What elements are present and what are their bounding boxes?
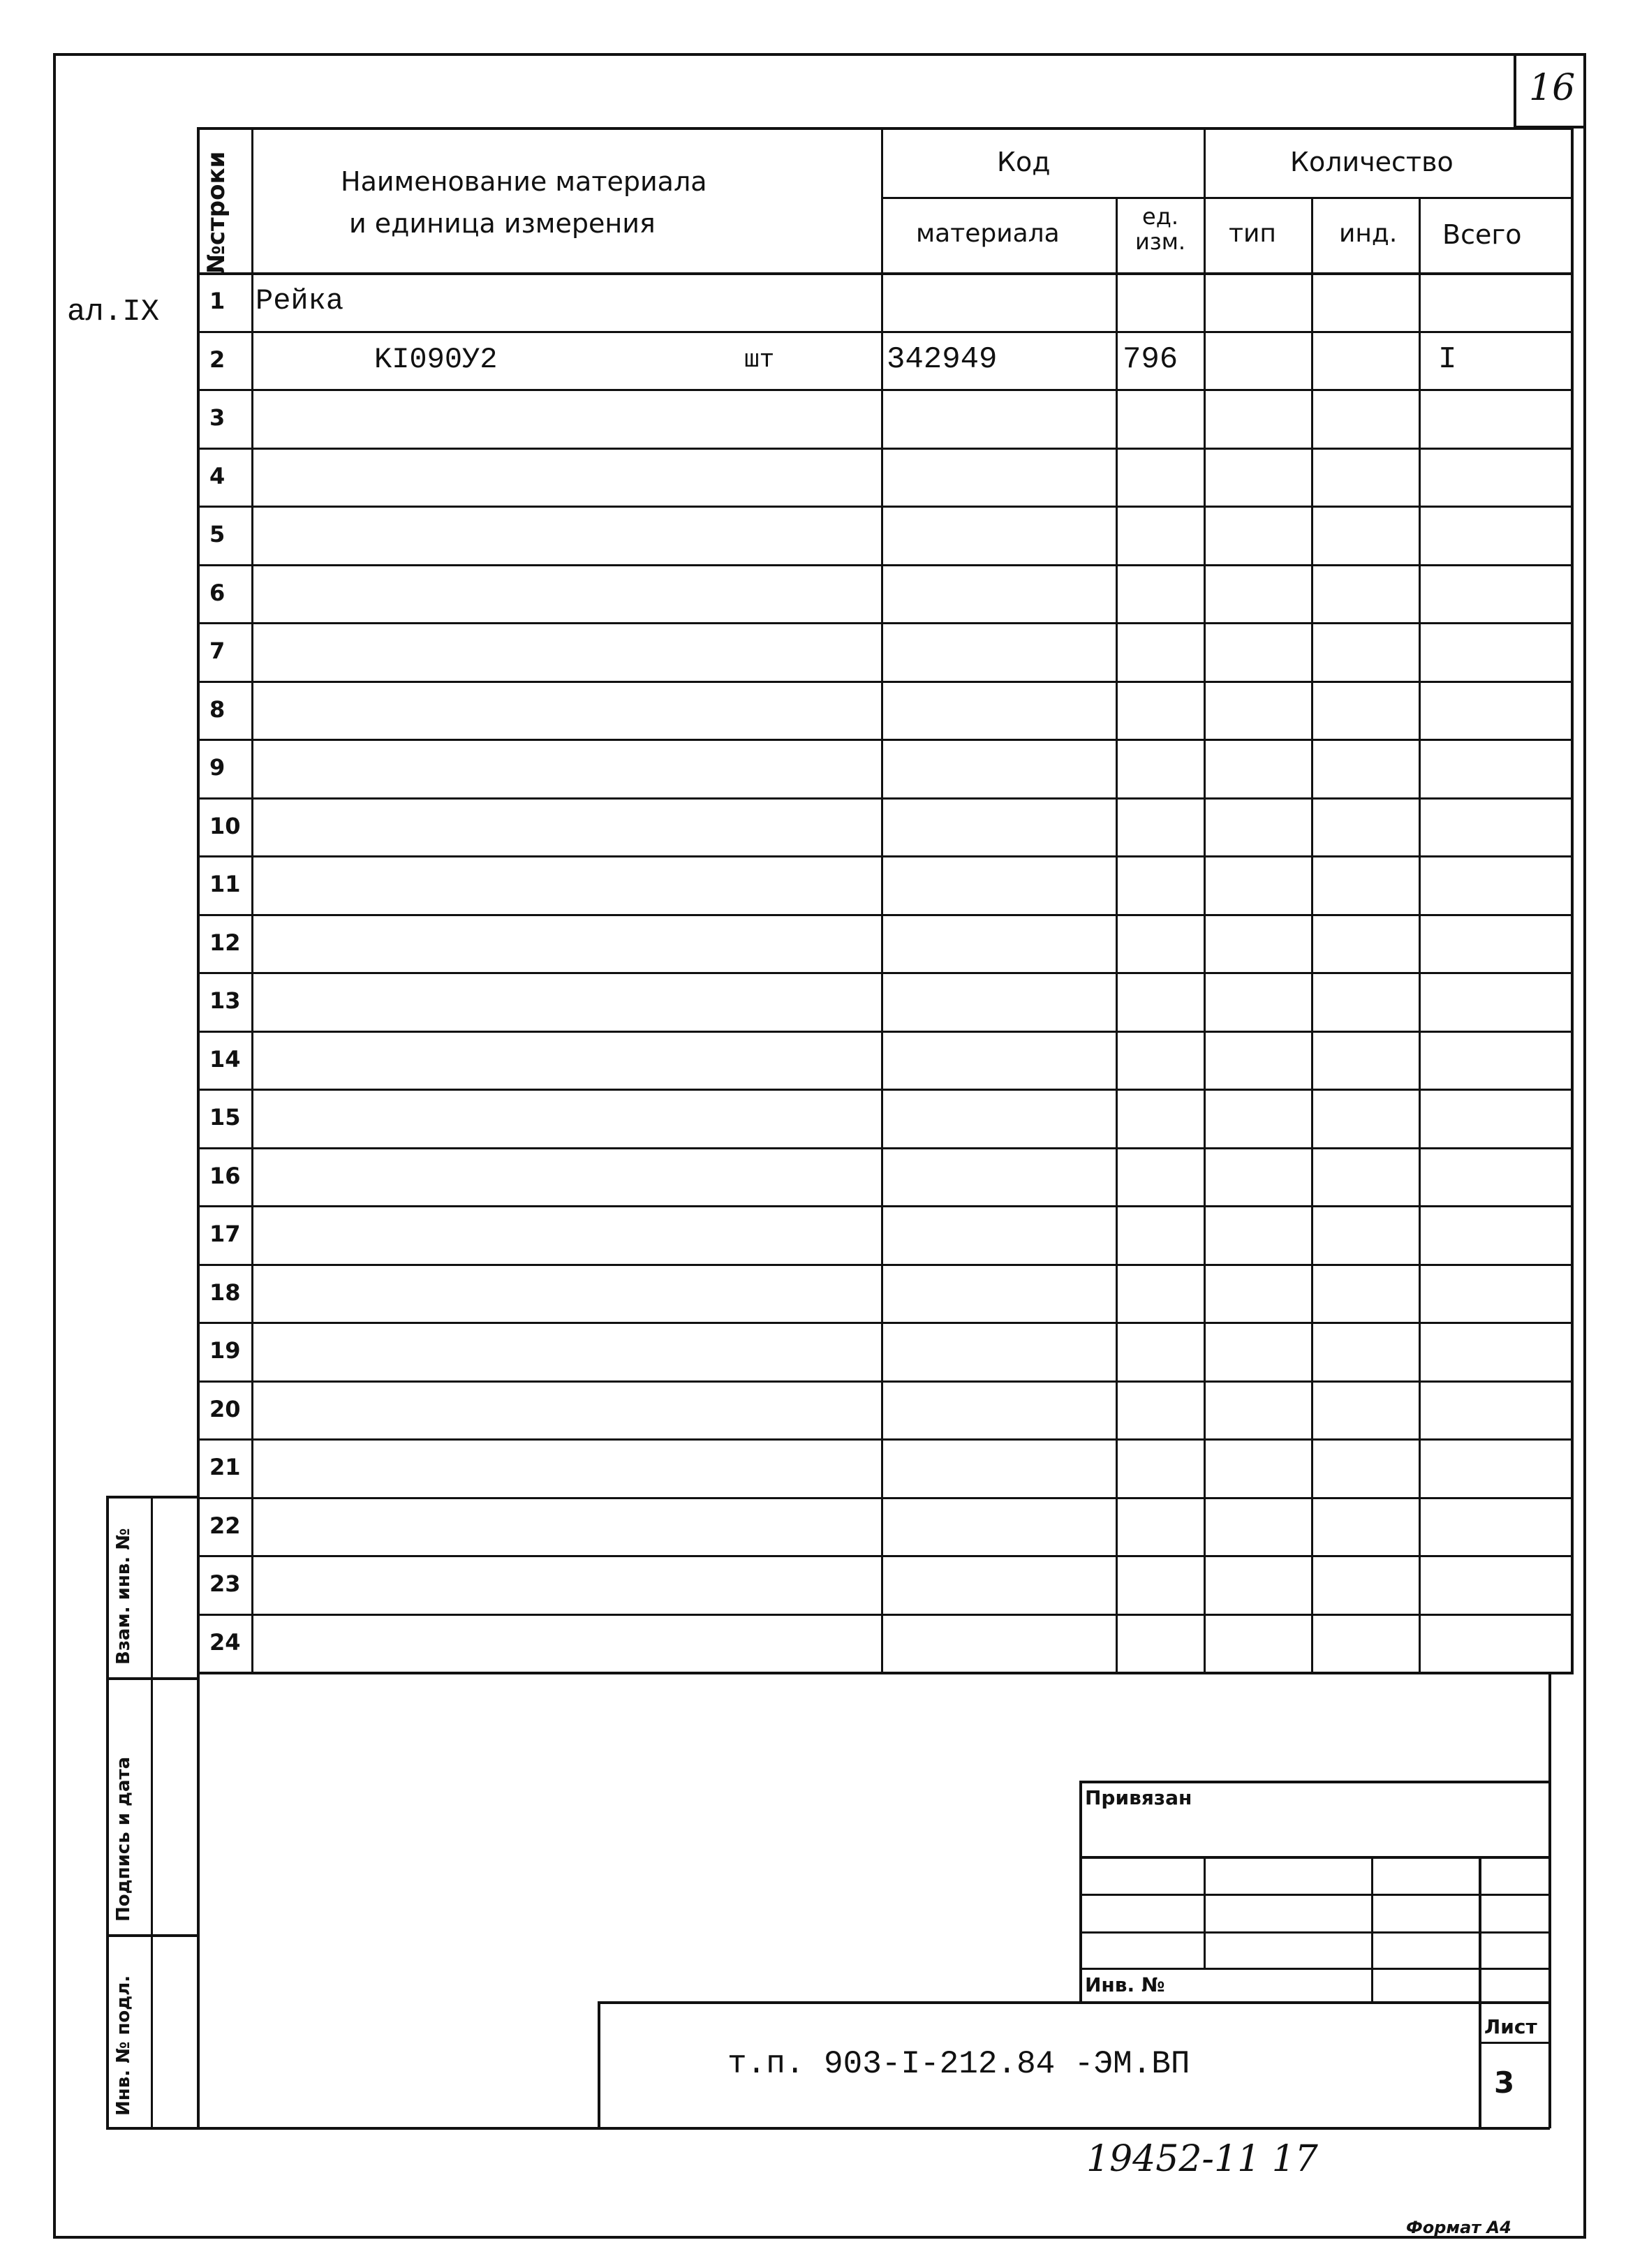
title-block-privyazan-top [1079,1781,1551,1783]
header-qty-group: Количество [1290,147,1454,177]
unit-code: 796 [1123,341,1178,377]
title-block-privyazan-left [1079,1781,1082,2004]
table-row [197,331,1571,390]
row-number: 1 [209,288,225,314]
side-stamp-line-1 [106,1677,197,1680]
row-number: 8 [209,695,225,723]
table-row [197,1147,1571,1206]
table-row [197,1031,1571,1089]
table-row [197,914,1571,973]
side-stamp-left [106,1496,109,2128]
table-row [197,1555,1571,1614]
left-label: ал.IX [67,295,160,330]
header-name-line2: и единица измерения [349,208,656,239]
title-block-col-1 [1204,1856,1206,1968]
qty-total: I [1438,341,1457,377]
table-row [197,448,1571,506]
title-block-main-left [598,2001,600,2128]
header-name-line1: Наименование материала [341,166,707,197]
side-stamp-line-2 [106,1934,197,1937]
row-number: 3 [209,404,225,431]
row-number: 17 [209,1221,241,1247]
table-row [197,855,1571,914]
table-row [197,564,1571,623]
title-block-col-3 [1479,1856,1481,2128]
side-stamp-inv-podl: Инв. № подл. [113,1975,134,2116]
table-row [197,739,1571,797]
table-row [197,1205,1571,1264]
row-number: 7 [209,638,225,664]
row-number: 14 [209,1045,241,1073]
header-qty-type: тип [1229,219,1276,248]
row-number: 10 [209,812,241,839]
table-row [197,389,1571,448]
table-row [197,797,1571,856]
title-block-privyazan: Привязан [1085,1786,1192,1809]
table-row [197,1264,1571,1323]
row-number: 12 [209,929,241,956]
table-bottom-border [197,1672,1571,1674]
title-block-sheet-divider [1479,2042,1551,2044]
title-block-inv-no: Инв. № [1085,1973,1165,1996]
row-number: 11 [209,871,241,897]
row-number: 19 [209,1337,241,1364]
side-stamp-divider [151,1496,153,2128]
table-row [197,681,1571,739]
row-number: 20 [209,1395,241,1422]
side-stamp-bottom [106,2127,197,2130]
header-row-number: №строки [202,151,230,274]
row-number: 9 [209,754,225,781]
material-code: 342949 [887,341,998,377]
row-number: 15 [209,1104,241,1131]
sheet-corner-number: 16 [1529,67,1576,109]
row-number: 13 [209,987,241,1014]
material-name: KI090У2 [374,342,498,376]
header-qty-ind: инд. [1339,219,1398,248]
row-number: 5 [209,521,225,547]
title-block-sheet-label: Лист [1484,2015,1537,2038]
row-number: 23 [209,1570,241,1597]
table-row [197,1322,1571,1380]
row-number: 18 [209,1279,241,1306]
table-header-mid-code [881,197,1204,199]
table-row [197,1497,1571,1556]
table-row [197,972,1571,1031]
table-col-line-7 [1571,127,1574,1674]
table-row [197,1380,1571,1439]
header-code-unit: ед. изм. [1134,203,1186,255]
title-block-main-top [598,2001,1551,2004]
table-row [197,622,1571,681]
table-header-mid-qty [1204,197,1571,199]
header-code-material: материала [916,219,1060,248]
table-row [197,1614,1571,1672]
row-number: 24 [209,1628,241,1656]
side-stamp-podpis: Подпись и дата [113,1756,134,1922]
sheet-left-border [197,1672,200,2128]
bottom-number: 19452-11 17 [1086,2138,1318,2180]
title-block-designation: т.п. 903-I-212.84 -ЭМ.ВП [727,2046,1190,2082]
title-block-col-2 [1371,1856,1373,2003]
header-qty-total: Всего [1442,219,1522,250]
table-row [197,272,1571,331]
header-code-group: Код [997,147,1051,177]
table-row [197,506,1571,564]
material-unit: шт [744,345,775,374]
title-block-sheet-number: 3 [1494,2066,1515,2100]
row-number: 4 [209,462,225,489]
row-number: 2 [209,346,225,373]
row-number: 22 [209,1512,241,1539]
table-row [197,1089,1571,1147]
row-number: 21 [209,1454,241,1480]
sheet-bottom-border [106,2127,1550,2130]
row-number: 16 [209,1162,241,1189]
side-stamp-vzam: Взам. инв. № [113,1528,134,1665]
row-number: 6 [209,579,225,606]
table-row [197,1438,1571,1497]
table-top-border [197,127,1571,130]
material-name: Рейка [256,284,344,318]
format-label: Формат А4 [1406,2218,1511,2237]
sheet-right-border [1548,1672,1551,2128]
